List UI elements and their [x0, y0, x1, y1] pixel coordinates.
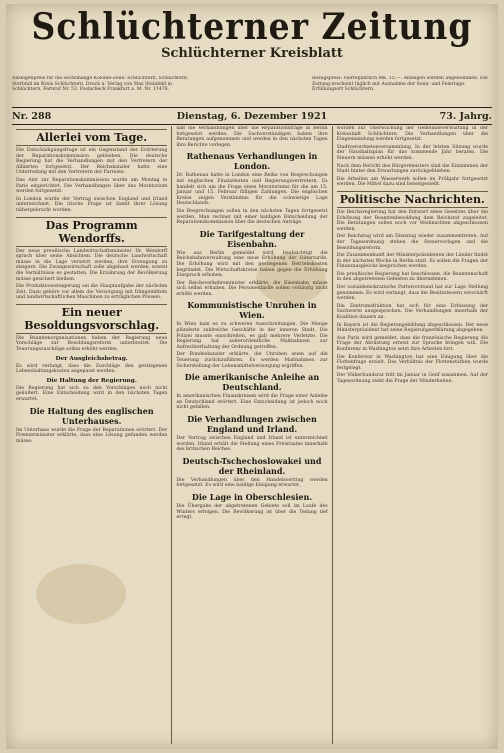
- article-text: daß die Verhandlungen über die Reparationsfrage in Berlin fortgesetzt werden. Die Sachverständigen haben ihre Beratungen aufgenommen und werden in den nächsten Tagen ihre Berichte vorlegen.: [176, 126, 328, 148]
- dateline: [12, 107, 492, 125]
- article-text: Die Übergabe der abgetretenen Gebiete soll im Laufe des Winters erfolgen. Die Bevölkerung ist über die Teilung tief erregt.: [176, 503, 328, 521]
- article-text: Der Reichstag wird am Dienstag wieder zusammentreten. Auf der Tagesordnung stehen die Steuervorlagen und die Besoldungsreform.: [336, 234, 488, 251]
- article-text: In Bayern ist die Regierungsbildung abgeschlossen. Der neue Ministerpräsident hat seine Regierungserklärung abgegeben.: [336, 322, 488, 334]
- article-text: Die preußische Regierung hat beschlossen, die Beamtenschaft in den abgetretenen Gebieten zu übernehmen.: [336, 271, 488, 283]
- article-text: Die Beamtenorganisationen haben der Regierung neue Vorschläge zur Besoldungsreform unterbreitet. Die Teuerungszuschläge sollen erhöht werden.: [16, 335, 168, 353]
- article-headline: Die Haltung der Regierung.: [46, 377, 137, 384]
- article-text: Dr. Rathenau hatte in London eine Reihe von Besprechungen mit englischen Finanzleuten und Regierungsvertretern. Es handelt sich um die Frage eines Moratoriums für die am 15. Januar und 15. Februar fälligen Zahlungen. Die englischen Kreise zeigen Verständnis für die schwierige Lage Deutschlands.: [176, 173, 328, 207]
- article-text: Der Reichsverkehrsminister erklärte, die Eisenbahn müsse sich selbst erhalten. Die Personentarife sollen vorläufig nicht erhöht werden.: [176, 280, 328, 297]
- publisher-info-right: Bezugspreis: Vierteljährlich Mk. 15.—. Anzeigen werden angenommen. Die Zeitung erscheint täglich mit Ausnahme der Sonn- und Feiertage. Erfüllungsort Schlüchtern.: [312, 76, 488, 93]
- article-text: Die Produktionssteigerung sei die Hauptaufgabe der nächsten Zeit. Dazu gehöre vor allem die Versorgung mit Düngemitteln und landwirtschaftlichen Maschinen zu erträglichen Preisen.: [16, 284, 168, 301]
- article-text: In Wien kam es zu schweren Ausschreitungen. Die Menge plünderte zahlreiche Geschäfte in der inneren Stadt. Die Polizei musste einschreiten, es gab mehrere Verletzte. Die Regierung hat außerordentliche Maßnahmen zur Aufrechterhaltung der Ordnung getroffen.: [176, 322, 328, 350]
- column-1: [12, 126, 172, 744]
- article-text: Der Bundeskanzler erklärte, die Unruhen seien auf die Teuerung zurückzuführen. Es werden Maßnahmen zur Sicherstellung der Lebensmittelversorgung ergriffen.: [176, 352, 328, 369]
- article-text: Das Amt zur Reparationskommission wurde am Montag in Paris eingerichtet. Die Verhandlungen über das Moratorium werden fortgesetzt.: [16, 177, 168, 195]
- newspaper-page: [6, 4, 498, 749]
- article-text: Nach dem Bericht des Bürgermeisters sind die Einnahmen der Stadt hinter den Erwartungen zurückgeblieben.: [336, 163, 488, 175]
- article-text: Die Arbeiten am Wasserwerk sollen im Frühjahr fortgesetzt werden. Die Mittel dazu sind bereitgestellt.: [336, 176, 488, 188]
- article-text: Die Verhandlungen über den Handelsvertrag werden fortgesetzt. Es wird eine baldige Einigung erwartet.: [176, 477, 328, 489]
- issue-number: Nr. 288: [12, 110, 52, 122]
- publisher-info-left: Anzeigenpreis für die sechsmalige Kolonel-Zeile: Schlüchtern, Schlüchtern, Sterbfall im Kreis Schlüchtern. Druck u. Verlag von Max Steinfeld in Schlüchtern, Fernruf Nr. 53. Postscheck Frankfurt a. M. Nr. 11478.: [12, 76, 189, 93]
- article-headline: Rathenaus Verhandlungen in London.: [186, 151, 318, 172]
- article-text: Es wird verlangt, dass die Zuschläge den gestiegenen Lebenshaltungskosten angepasst werden.: [16, 363, 168, 375]
- article-headline: Allerlei vom Tage.: [16, 129, 167, 146]
- article-text: Die Konferenz in Washington hat eine Einigung über die Flottenfrage erzielt. Das Verhältnis der Flottenstärken wurde festgelegt.: [336, 354, 488, 371]
- newspaper-title: Schlüchterner Zeitung: [31, 5, 473, 48]
- article-text: Der Vertrag zwischen England und Irland ist unterzeichnet worden. Irland erhält die Stellung eines Freistaates innerhalb des britischen Reiches.: [176, 436, 328, 453]
- article-text: Wie aus Berlin gemeldet wird, beabsichtigt die Reichsbahnverwaltung eine neue Erhöhung der Gütertarife. Die Erhöhung wird mit den gestiegenen Betriebskosten begründet. Die Wirtschaftskreise haben gegen die Erhöhung Einspruch erhoben.: [176, 250, 328, 279]
- article-headline: Die Verhandlungen zwischen England und Irland.: [187, 414, 317, 434]
- article-headline: Die amerikanische Anleihe an Deutschland.: [184, 372, 320, 393]
- article-text: In amerikanischen Finanzkreisen wird die Frage einer Anleihe an Deutschland erörtert. Eine Entscheidung ist jedoch noch nicht gefallen.: [176, 394, 328, 411]
- article-headline: Die Tarifgestaltung der Eisenbahn.: [199, 228, 305, 249]
- masthead: [12, 5, 492, 61]
- article-text: Die Regierung hat sich zu den Vorschlägen noch nicht geäußert. Eine Entscheidung wird in den nächsten Tagen erwartet.: [16, 385, 168, 403]
- article-text: Die Zusammenkunft der Ministerpräsidenten der Länder findet in der nächsten Woche in Berlin statt. Es sollen die Fragen der Finanzausgleichs besprochen werden.: [336, 253, 488, 270]
- article-text: Stadtverordnetenversammlung. In der letzten Sitzung wurde der Haushaltsplan für das kommende Jahr beraten. Die Steuern müssen erhöht werden.: [336, 144, 488, 161]
- article-text: Die Reichsregierung hat den Entwurf eines Gesetzes über die Erhöhung der Beamtenbesoldung dem Reichsrat zugeleitet. Die Beratungen sollen noch vor Weihnachten abgeschlossen werden.: [336, 209, 488, 232]
- article-text: Die Entschädigungsfrage ist ein Gegenstand der Erörterung der Reparationskommission geblieben. Die deutsche Regierung hat die Verhandlungen mit den Vertretern der Alliierten fortgesetzt. Der Reichskanzler hatte eine Unterredung mit den Vertretern der Parteien.: [16, 148, 168, 176]
- article-text: Der sozialdemokratische Parteivorstand hat zur Lage Stellung genommen. Es wird verlangt, dass die Besitzsteuern verschärft werden.: [336, 285, 488, 302]
- article-headline: Die Haltung des englischen Unterhauses.: [29, 405, 154, 426]
- issue-date: Dienstag, 6. Dezember 1921: [176, 110, 328, 122]
- article-headline: Deutsch-Tschechoslowakei und der Rheinland.: [182, 455, 322, 476]
- article-headline: Der Ausgleichsbetrag.: [55, 355, 128, 362]
- article-text: Im Unterhaus wurde die Frage der Reparationen erörtert. Der Premierminister erklärte, dass eine Lösung gefunden werden müsse.: [16, 427, 168, 444]
- article-text: worden zur Überwachung der Gemeindeverwaltung in der Kreisstadt Schlüchtern. Die Verhandlungen über die Eingemeindung werden fortgesetzt.: [336, 126, 488, 143]
- column-3: [333, 126, 492, 744]
- article-text: In London wurde der Vertrag zwischen England und Irland unterzeichnet. Die irische Frage ist damit ihrer Lösung nähergebracht worden.: [16, 196, 168, 213]
- article-headline: Ein neuer Besoldungsvorschlag.: [16, 304, 167, 334]
- article-text: Die Besprechungen sollen in den nächsten Tagen fortgesetzt werden. Man rechnet mit einer baldigen Entscheidung der Reparationskommission über die deutschen Anträge.: [176, 208, 328, 226]
- article-text: Der Völkerbundsrat tritt im Januar in Genf zusammen. Auf der Tagesordnung steht die Frage der Minderheiten.: [336, 373, 488, 384]
- newspaper-subtitle: Schlüchterner Kreisblatt: [161, 46, 343, 61]
- article-headline: Politische Nachrichten.: [337, 191, 488, 208]
- article-columns: [12, 126, 492, 744]
- volume-number: 73. Jahrg.: [439, 110, 492, 122]
- article-headline: Das Programm Wendorffs.: [16, 217, 167, 247]
- article-headline: Die Lage in Oberschlesien.: [191, 491, 313, 502]
- article-text: Der neue preußische Landwirtschaftsminister Dr. Wendorff sprach über seine Absichten. Die deutsche Landwirtschaft müsse in die Lage versetzt werden, ihre Erzeugung zu steigern. Die Zwangswirtschaft solle abgebaut werden, soweit die Verhältnisse es gestatten. Die Ernährung der Bevölkerung müsse gesichert bleiben.: [16, 248, 168, 282]
- article-text: Die Zentrumsfraktion hat sich für eine Erfassung der Sachwerte ausgesprochen. Die Verhandlungen innerhalb der Koalition dauern an.: [336, 303, 488, 321]
- article-headline: Kommunistische Unruhen in Wien.: [187, 300, 317, 321]
- article-text: Aus Paris wird gemeldet, dass die französische Regierung die Frage der Abrüstung erneut zur Sprache bringen will. Die Konferenz in Washington setzt ihre Arbeiten fort.: [336, 335, 488, 352]
- column-2: [172, 126, 332, 744]
